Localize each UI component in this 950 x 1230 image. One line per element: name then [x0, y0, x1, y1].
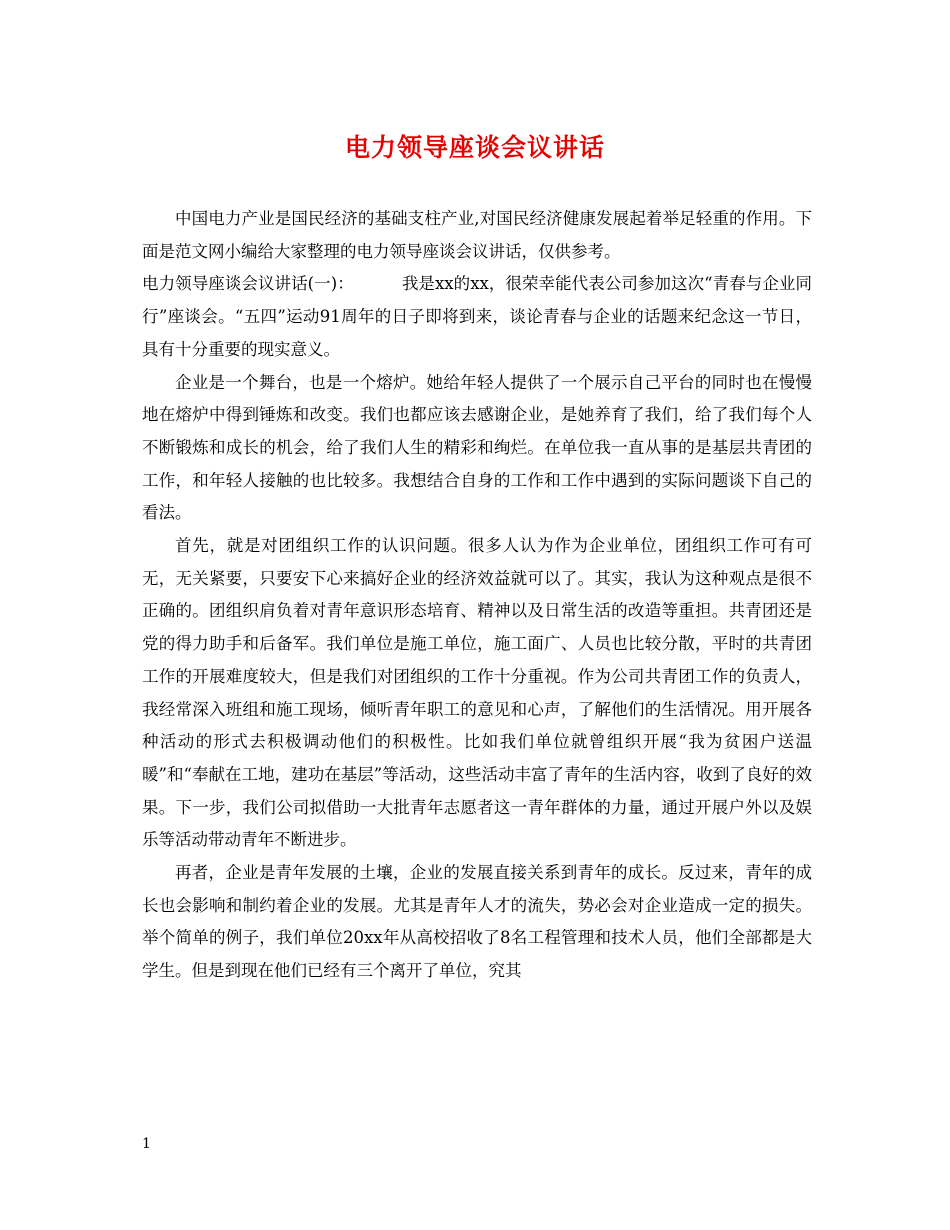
- section-first-text: 我是xx的xx，很荣幸能代表公司参加这次“青春与企业同行”座谈会。“五四”运动91周年的日子即将到来，谈论青春与企业的话题来纪念这一节日，具有十分重要的现实意义。: [142, 274, 812, 359]
- section-paragraph: [142, 268, 812, 366]
- document-title: 电力领导座谈会议讲话: [344, 133, 605, 162]
- intro-paragraph: 中国电力产业是国民经济的基础支柱产业,对国民经济健康发展起着举足轻重的作用。下面是范文网小编给大家整理的电力领导座谈会议讲话，仅供参考。: [142, 209, 812, 261]
- document-body: [142, 203, 812, 988]
- body-paragraph-1: 企业是一个舞台，也是一个熔炉。她给年轻人提供了一个展示自己平台的同时也在慢慢地在熔炉中得到锤炼和改变。我们也都应该去感谢企业，是她养育了我们，给了我们每个人不断锻炼和成长的机会，给了我们人生的精彩和绚烂。在单位我一直从事的是基层共青团的工作，和年轻人接触的也比较多。我想结合自身的工作和工作中遇到的实际问题谈下自己的看法。: [142, 372, 812, 523]
- page-number: 1: [142, 1136, 151, 1152]
- body-paragraph-3: 再者，企业是青年发展的土壤，企业的发展直接关系到青年的成长。反过来，青年的成长也会影响和制约着企业的发展。尤其是青年人才的流失，势必会对企业造成一定的损失。举个简单的例子，我们单位20xx年从高校招收了8名工程管理和技术人员，他们全部都是大学生。但是到现在他们已经有三个离开了单位，究其: [142, 863, 812, 981]
- body-paragraph-2: 首先，就是对团组织工作的认识问题。很多人认为作为企业单位，团组织工作可有可无，无关紧要，只要安下心来搞好企业的经济效益就可以了。其实，我认为这种观点是很不正确的。团组织肩负着对青年意识形态培育、精神以及日常生活的改造等重担。共青团还是党的得力助手和后备军。我们单位是施工单位，施工面广、人员也比较分散，平时的共青团工作的开展难度较大，但是我们对团组织的工作十分重视。作为公司共青团工作的负责人，我经常深入班组和施工现场，倾听青年职工的意见和心声，了解他们的生活情况。用开展各种活动的形式去积极调动他们的积极性。比如我们单位就曾组织开展“我为贫困户送温暖”和“奉献在工地，建功在基层”等活动，这些活动丰富了青年的生活内容，收到了良好的效果。下一步，我们公司拟借助一大批青年志愿者这一青年群体的力量，通过开展户外以及娱乐等活动带动青年不断进步。: [142, 536, 812, 850]
- section-label: 电力领导座谈会议讲话(一)：: [142, 274, 354, 294]
